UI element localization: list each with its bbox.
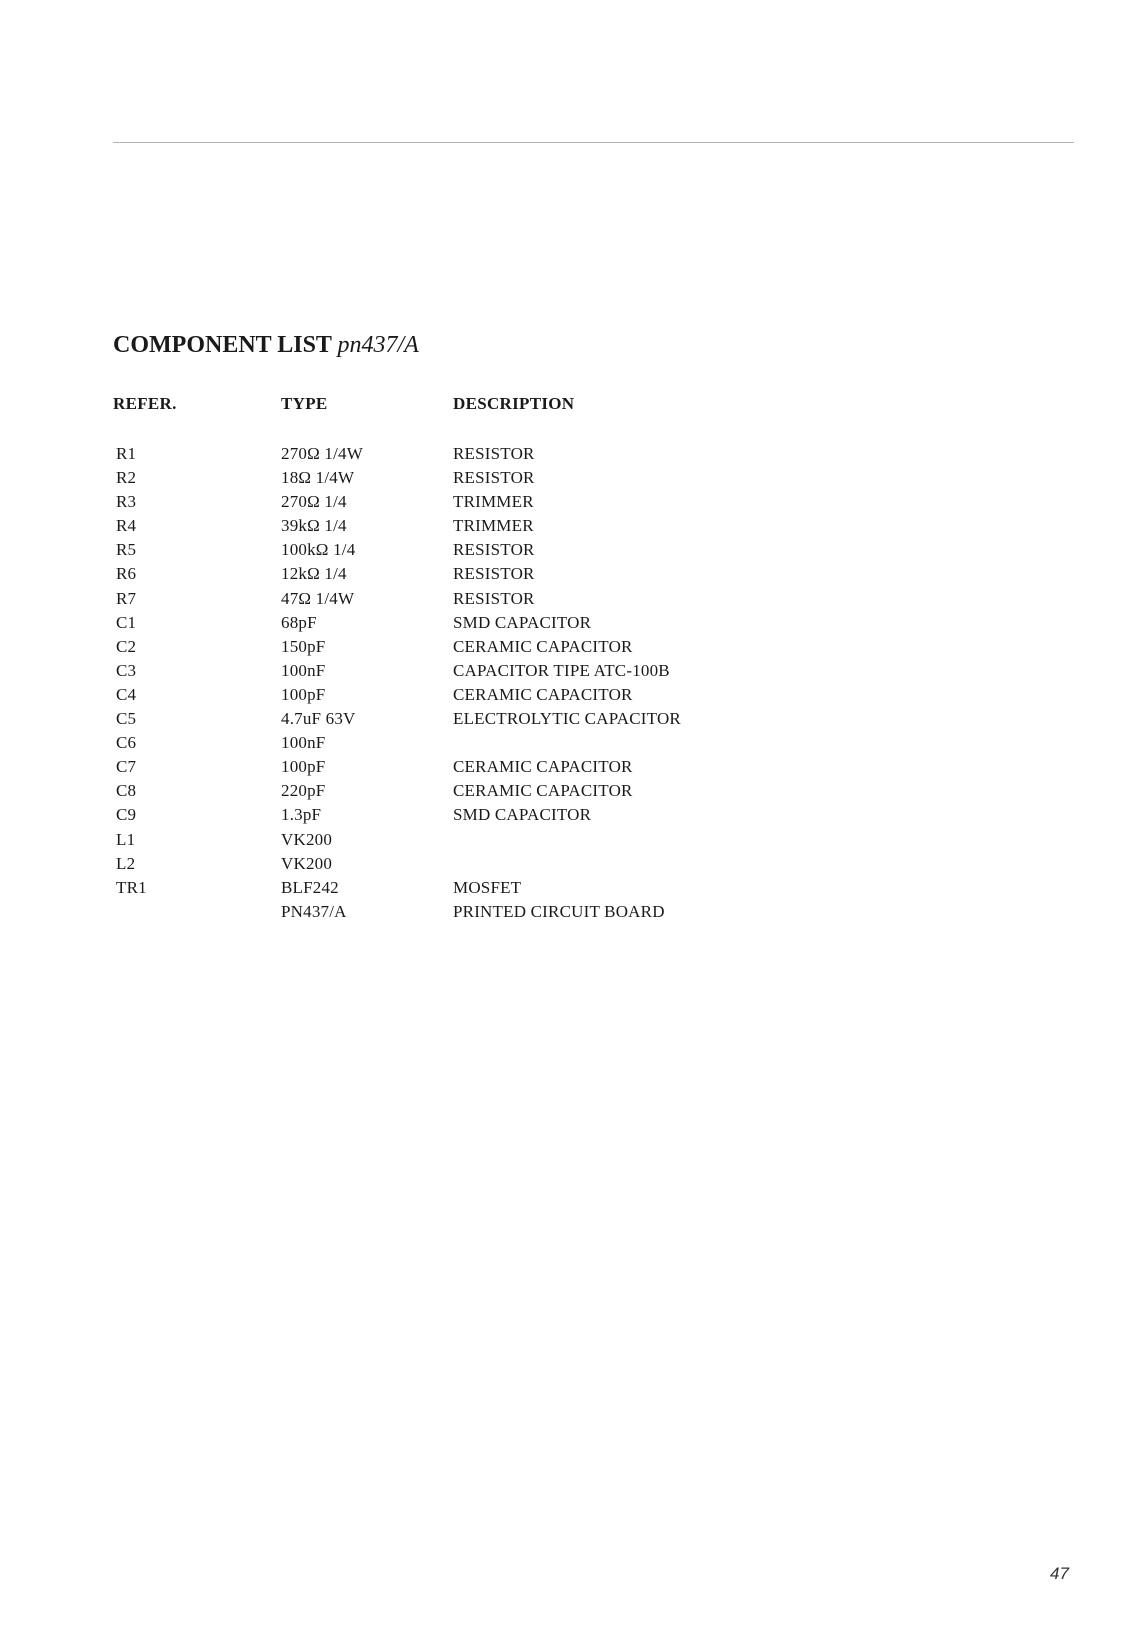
- cell-ref: TR1: [116, 877, 147, 897]
- table-row: [0, 587, 1127, 611]
- cell-ref: C1: [116, 612, 137, 632]
- cell-description: RESISTOR: [453, 444, 535, 463]
- table-row: [0, 514, 1127, 538]
- cell-description: TRIMMER: [453, 516, 534, 536]
- header-rule: [113, 142, 1074, 143]
- header-type: TYPE: [281, 394, 328, 413]
- cell-description: CERAMIC CAPACITOR: [453, 781, 633, 801]
- cell-type: 4.7uF 63V: [281, 709, 356, 729]
- cell-type: 100nF: [281, 733, 326, 753]
- cell-description: SMD CAPACITOR: [453, 805, 592, 825]
- table-row: [0, 466, 1127, 490]
- cell-ref: L1: [116, 829, 136, 849]
- cell-type: BLF242: [281, 877, 339, 897]
- table-row: [0, 442, 1127, 466]
- cell-ref: L2: [116, 853, 136, 873]
- cell-type: VK200: [281, 853, 333, 873]
- table-header: [0, 394, 1127, 416]
- cell-description: PRINTED CIRCUIT BOARD: [453, 901, 665, 921]
- cell-ref: R5: [116, 540, 137, 560]
- cell-type: 270Ω 1/4: [281, 492, 347, 512]
- cell-ref: C6: [116, 733, 137, 753]
- cell-description: CERAMIC CAPACITOR: [453, 757, 633, 777]
- title-code: pn437/A: [337, 332, 419, 358]
- table-row: [0, 731, 1127, 755]
- cell-ref: C4: [116, 684, 137, 704]
- cell-ref: C3: [116, 660, 137, 680]
- cell-ref: R2: [116, 468, 137, 488]
- cell-type: 18Ω 1/4W: [281, 468, 355, 488]
- table-row: [0, 659, 1127, 683]
- table-row: [0, 828, 1127, 852]
- cell-description: MOSFET: [453, 877, 522, 897]
- table-row: [0, 707, 1127, 731]
- cell-ref: R1: [116, 444, 137, 463]
- table-row: [0, 538, 1127, 562]
- table-row: [0, 803, 1127, 827]
- component-table: [0, 442, 1127, 924]
- cell-type: 47Ω 1/4W: [281, 588, 355, 608]
- table-row: [0, 852, 1127, 876]
- cell-type: 150pF: [281, 636, 326, 656]
- cell-type: 100pF: [281, 757, 326, 777]
- cell-ref: C7: [116, 757, 137, 777]
- table-row: [0, 683, 1127, 707]
- cell-ref: C2: [116, 636, 137, 656]
- cell-type: 220pF: [281, 781, 326, 801]
- table-row: [0, 755, 1127, 779]
- cell-type: 12kΩ 1/4: [281, 564, 347, 584]
- cell-type: VK200: [281, 829, 333, 849]
- cell-ref: C5: [116, 709, 137, 729]
- cell-description: ELECTROLYTIC CAPACITOR: [453, 709, 681, 729]
- cell-type: 39kΩ 1/4: [281, 516, 347, 536]
- table-row: [0, 611, 1127, 635]
- cell-type: 100kΩ 1/4: [281, 540, 356, 560]
- cell-description: SMD CAPACITOR: [453, 612, 592, 632]
- cell-ref: R7: [116, 588, 137, 608]
- cell-type: 1.3pF: [281, 805, 322, 825]
- cell-description: CERAMIC CAPACITOR: [453, 636, 633, 656]
- cell-type: PN437/A: [281, 901, 347, 921]
- cell-ref: R3: [116, 492, 137, 512]
- cell-type: 100pF: [281, 684, 326, 704]
- cell-type: 270Ω 1/4W: [281, 444, 363, 463]
- cell-description: CAPACITOR TIPE ATC-100B: [453, 660, 670, 680]
- header-refer: REFER.: [113, 394, 177, 413]
- page-number: 47: [1050, 1564, 1069, 1583]
- cell-description: CERAMIC CAPACITOR: [453, 684, 633, 704]
- table-row: [0, 900, 1127, 924]
- cell-ref: C9: [116, 805, 137, 825]
- table-row: [0, 490, 1127, 514]
- table-row: [0, 635, 1127, 659]
- table-row: [0, 779, 1127, 803]
- cell-ref: R4: [116, 516, 137, 536]
- cell-ref: C8: [116, 781, 137, 801]
- cell-type: 68pF: [281, 612, 317, 632]
- table-row: [0, 562, 1127, 586]
- cell-type: 100nF: [281, 660, 326, 680]
- cell-ref: R6: [116, 564, 137, 584]
- cell-description: RESISTOR: [453, 564, 535, 584]
- table-row: [0, 876, 1127, 900]
- title-main: COMPONENT LIST: [113, 332, 338, 358]
- cell-description: TRIMMER: [453, 492, 534, 512]
- cell-description: RESISTOR: [453, 468, 535, 488]
- page-title: [113, 331, 419, 359]
- cell-description: RESISTOR: [453, 540, 535, 560]
- header-description: DESCRIPTION: [453, 394, 575, 413]
- cell-description: RESISTOR: [453, 588, 535, 608]
